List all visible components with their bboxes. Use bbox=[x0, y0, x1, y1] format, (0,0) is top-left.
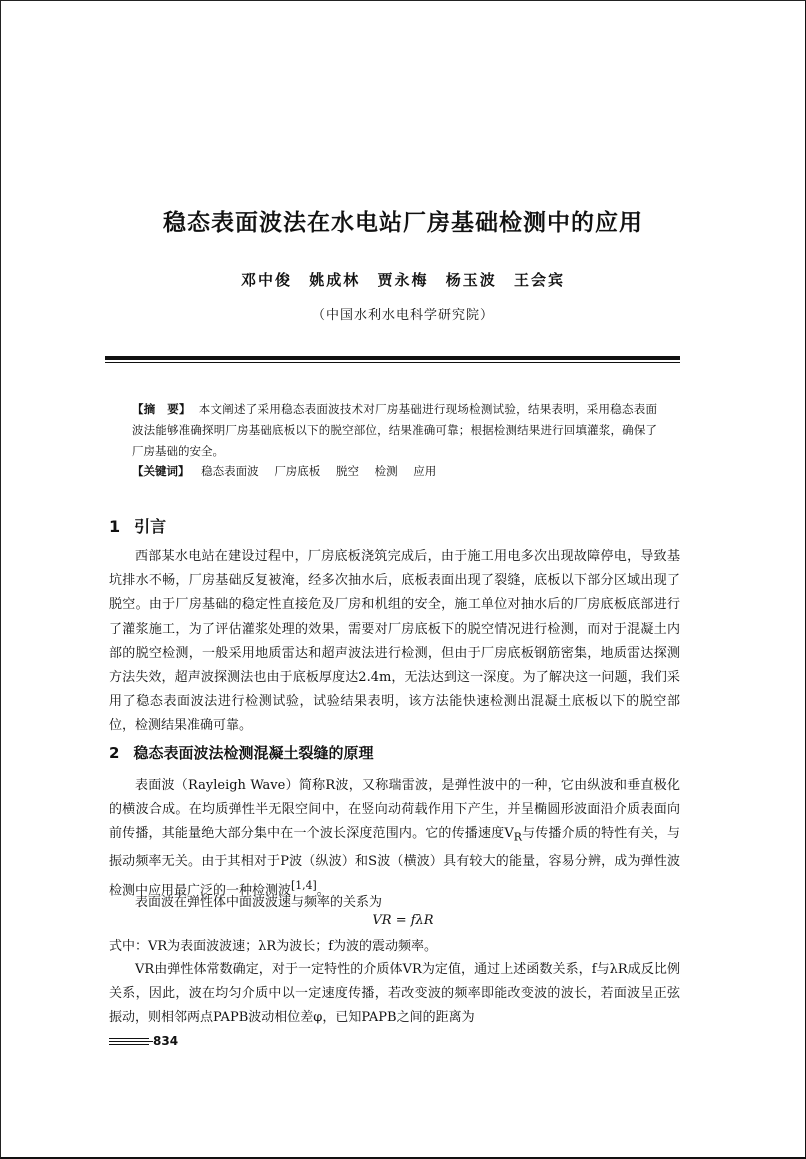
keyword: 脱空 bbox=[335, 464, 359, 478]
author: 姚成林 bbox=[309, 271, 361, 289]
keyword: 厂房底板 bbox=[274, 464, 321, 478]
author: 贾永梅 bbox=[377, 271, 429, 289]
affiliation: （中国水利水电科学研究院） bbox=[311, 308, 494, 323]
section-heading-2 bbox=[109, 742, 373, 763]
subscript: R bbox=[513, 831, 522, 844]
section-title: 稳态表面波法检测混凝土裂缝的原理 bbox=[133, 744, 374, 762]
keyword: 应用 bbox=[413, 464, 437, 478]
abstract bbox=[132, 399, 657, 462]
author: 王会宾 bbox=[513, 271, 565, 289]
author-list bbox=[1, 269, 805, 290]
paragraph-intro: 西部某水电站在建设过程中，厂房底板浇筑完成后，由于施工用电多次出现故障停电，导致基坑排水不畅，厂房基础反复被淹，经多次抽水后，底板表面出现了裂缝，底板以下部分区域出现了脱空。由于厂房基础的稳定性直接危及厂房和机组的安全，施工单位对抽水后的厂房底板底部进行了灌浆施工，为了评估灌浆处理的效果，需要对厂房底板下的脱空情况进行检测，而对于混凝土内部的脱空检测，一般采用地质雷达和超声波法进行检测，但由于厂房底板钢筋密集，地质雷达探测方法失效，超声波探测法也由于底板厚度达2.4m，无法达到这一深度。为了解决这一问题，我们采用了稳态表面波法进行检测试验，试验结果表明，该方法能快速检测出混凝土底板以下的脱空部位，检测结果准确可靠。 bbox=[109, 549, 680, 734]
abstract-text: 本文阐述了采用稳态表面波技术对厂房基础进行现场检测试验，结果表明，采用稳态表面波法能够准确探明厂房基础底板以下的脱空部位，结果准确可靠；根据检测结果进行回填灌浆，确保了厂房基础的安全。 bbox=[132, 402, 657, 458]
header-rule bbox=[105, 356, 680, 360]
paragraph-relation: 表面波在弹性体中面波波速与频率的关系为 bbox=[135, 895, 383, 910]
paragraph-wave: VR由弹性体常数确定，对于一定特性的介质体VR为定值，通过上述函数关系，f与λR成反比例关系，因此，波在均匀介质中以一定速度传播，若改变波的频率即能改变波的波长，若面波呈正弦振动，则相邻两点PAPB波动相位差φ，已知PAPB之间的距离为 bbox=[109, 962, 680, 1026]
period: 。 bbox=[316, 883, 330, 899]
citation: [1,4] bbox=[291, 879, 317, 893]
footer-rule bbox=[109, 1038, 154, 1048]
formula: VR = fλR bbox=[372, 913, 434, 928]
keyword: 稳态表面波 bbox=[201, 464, 259, 478]
formula-note: 式中：VR为表面波波速；λR为波长；f为波的震动频率。 bbox=[109, 939, 438, 954]
page-number: 834 bbox=[153, 1034, 179, 1048]
paragraph-text: 与传播介质的特性有关，与振动频率无关。由于其相对于P波（纵波）和S波（横波）具有较大的能量，容易分辨，成为弹性波检测中应用最广泛的一种检测波 bbox=[109, 826, 680, 899]
section-number: 1 bbox=[109, 517, 121, 536]
section-title: 引言 bbox=[134, 517, 167, 536]
keyword: 检测 bbox=[374, 464, 398, 478]
paragraph-principle bbox=[109, 774, 680, 904]
author: 邓中俊 bbox=[240, 271, 292, 289]
section-number: 2 bbox=[109, 744, 120, 762]
keywords bbox=[132, 461, 657, 482]
author: 杨玉波 bbox=[445, 271, 497, 289]
abstract-label: 【摘 要】 bbox=[132, 402, 191, 416]
paper-title: 稳态表面波法在水电站厂房基础检测中的应用 bbox=[163, 210, 643, 236]
paragraph-text: 表面波（Rayleigh Wave）简称R波，又称瑞雷波，是弹性波中的一种，它由纵波和垂直极化的横波合成。在均质弹性半无限空间中，在竖向动荷载作用下产生，并呈椭圆形波面沿介质表面向前传播，其能量绝大部分集中在一个波长深度范围内。它的传播速度V bbox=[109, 778, 680, 842]
keywords-label: 【关键词】 bbox=[132, 464, 190, 478]
section-heading-1 bbox=[109, 514, 166, 537]
header-rule-thin bbox=[105, 362, 680, 363]
